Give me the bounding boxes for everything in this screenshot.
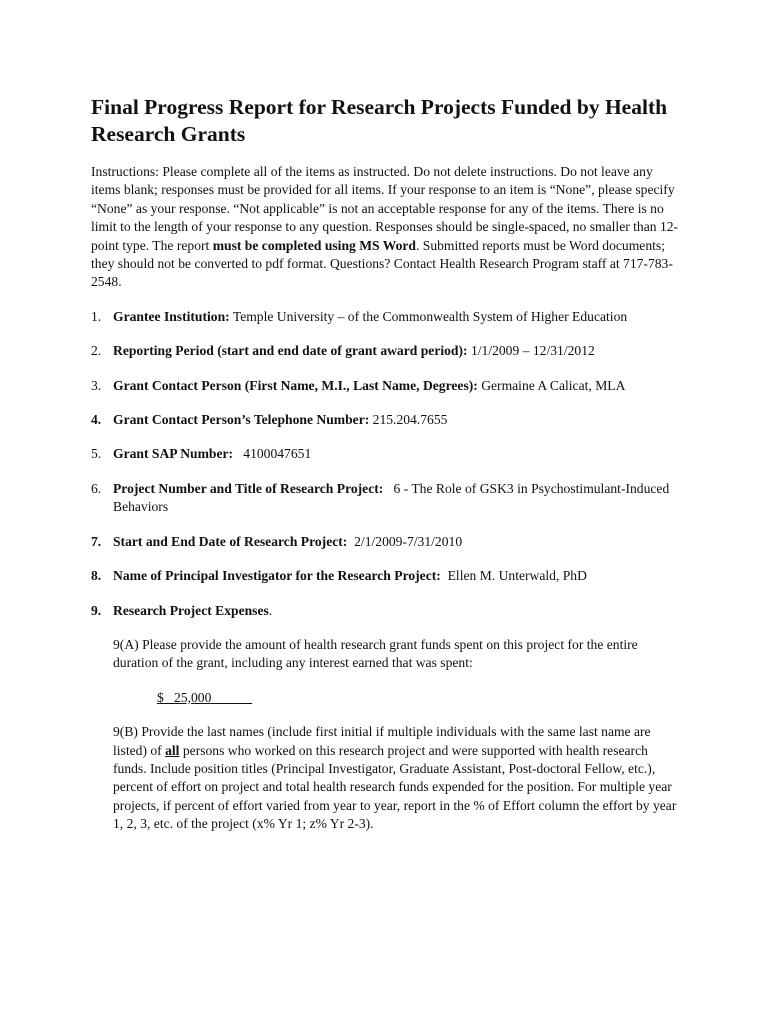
item-number: 3.: [91, 377, 102, 393]
item-value: Ellen M. Unterwald, PhD: [440, 568, 587, 584]
instructions-text-continued: . Submitted reports must be Word documents; they should not be converted to pdf format. Questions? Contact Health Research Program staff at 717-783-2548.: [91, 237, 673, 290]
item-number: 7.: [91, 533, 102, 549]
item-value: 1/1/2009 – 12/31/2012: [467, 343, 595, 359]
item-number: 5.: [91, 446, 102, 462]
item-9a-amount: [157, 689, 681, 707]
item-label: Grant Contact Person (First Name, M.I., Last Name, Degrees):: [113, 377, 478, 393]
item-number: 9.: [91, 602, 102, 618]
item-value: 4100047651: [233, 446, 312, 462]
item-9b-text-part1: 9(B) Provide the last names (include first initial if multiple individuals with the same last name are listed) of: [113, 724, 651, 758]
item-contact-telephone: [91, 411, 681, 429]
item-9a-text: 9(A) Please provide the amount of health research grant funds spent on this project for the entire duration of the grant, including any interest earned that was spent:: [113, 636, 638, 671]
item-label: Name of Principal Investigator for the Research Project:: [113, 568, 441, 584]
page-title: Final Progress Report for Research Projects Funded by Health Research Grants: [91, 95, 668, 146]
document-page: [91, 94, 681, 850]
item-number: 4.: [91, 412, 102, 428]
item-value: Germaine A Calicat, MLA: [477, 377, 626, 393]
item-reporting-period: [91, 342, 681, 360]
item-value: 215.204.7655: [369, 412, 448, 428]
item-label: Start and End Date of Research Project:: [113, 533, 348, 549]
amount-value: $ 25,000: [157, 689, 212, 705]
item-label: Research Project Expenses: [113, 602, 269, 618]
item-number: 8.: [91, 568, 102, 584]
item-label: Reporting Period (start and end date of grant award period):: [113, 343, 468, 359]
item-9b-text-part2: persons who worked on this research project and were supported with health research funds. Include position titles (Principal Investigator, Graduate Assistant, Post-doctoral Fellow, etc.), percent of effort on project and total health research funds expended for the position. For multiple year projects, if percent of effort varied from year to year, report in the % of Effort column the effort by year 1, 2, 3, etc. of the project (x% Yr 1; z% Yr 2-3).: [113, 742, 677, 832]
item-project-dates: [91, 533, 681, 551]
item-value: .: [268, 602, 273, 618]
item-grantee-institution: [91, 308, 681, 326]
item-9b-text: [113, 723, 681, 833]
item-number: 6.: [91, 480, 102, 496]
item-9b-emphasis: all: [165, 742, 180, 758]
item-grant-sap-number: [91, 445, 681, 463]
item-label: Project Number and Title of Research Project:: [113, 480, 384, 496]
item-grant-contact-person: [91, 377, 681, 395]
instructions-paragraph: [91, 163, 681, 292]
item-number: 1.: [91, 308, 102, 324]
item-principal-investigator: [91, 567, 681, 585]
item-value: 6 - The Role of GSK3 in Psychostimulant-Induced Behaviors: [113, 480, 673, 515]
item-value: Temple University – of the Commonwealth System of Higher Education: [229, 308, 628, 324]
item-number: 2.: [91, 343, 102, 359]
instructions-emphasis: must be completed using MS Word: [212, 237, 416, 253]
item-research-project-expenses: [91, 602, 681, 620]
item-label: Grant Contact Person’s Telephone Number:: [113, 412, 370, 428]
item-value: 2/1/2009-7/31/2010: [347, 533, 463, 549]
instructions-text: Instructions: Please complete all of the items as instructed. Do not delete instructions. Do not leave any items blank; responses must be provided for all items. If your response to an item is “None”, please specify “None” as your response. “Not applicable” is not an acceptable response for any of the items. There is no limit to the length of your response to any question. Responses should be single-spaced, no smaller than 12-point type. The report: [91, 164, 679, 253]
item-label: Grant SAP Number:: [113, 446, 234, 462]
item-label: Grantee Institution:: [113, 308, 230, 324]
item-project-number-title: [91, 480, 681, 517]
